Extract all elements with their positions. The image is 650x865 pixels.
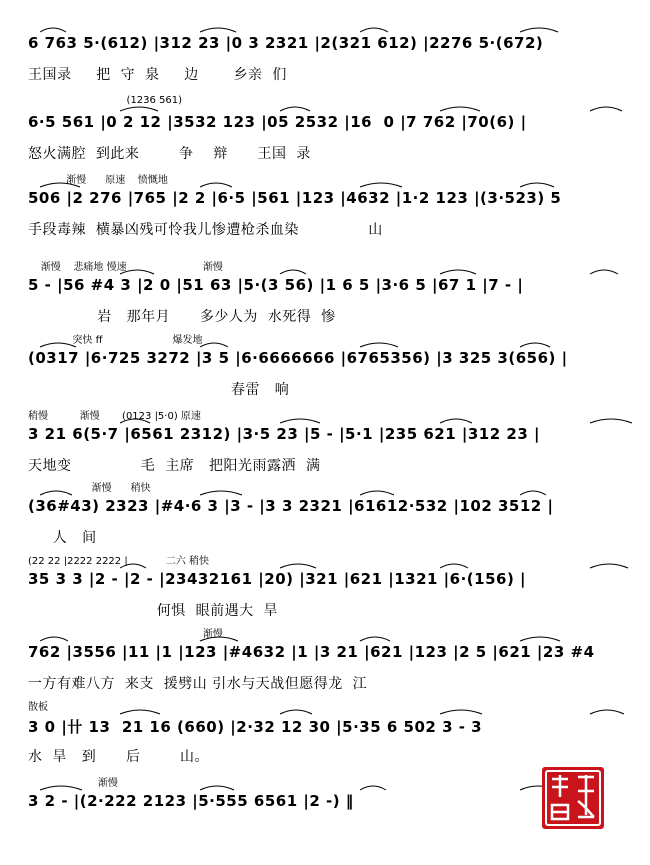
annotation-line: 渐慢 <box>28 778 118 788</box>
lyrics-line: 一方有难八方 来支 援劈山 引水与天战但愿得龙 江 <box>28 676 368 692</box>
lyrics-line: 手段毒辣 横暴凶残可怜我儿惨遭枪杀血染 山 <box>28 222 383 238</box>
lyrics-line: 岩 那年月 多少人为 水死得 惨 <box>28 309 336 325</box>
lyrics-line: 天地变 毛 主席 把阳光雨露洒 满 <box>28 458 321 474</box>
annotation-line: 渐慢 <box>28 629 223 639</box>
notation-line: 6 763 5·(612) |312 23 |0 3 2321 |2(321 612) |2276 5·(672) <box>28 34 544 52</box>
notation-line: 6·5 561 |0 2 12 |3532 123 |05 2532 |16 0 |7 762 |70(6) | <box>28 113 527 131</box>
notation-line: 762 |3556 |11 |1 |123 |#4632 |1 |3 21 |621 |123 |2 5 |621 |23 #4 <box>28 643 595 661</box>
lyrics-line: 水 旱 到 后 山。 <box>28 749 210 765</box>
seal-stamp <box>540 765 606 831</box>
score-system-9 <box>0 629 650 703</box>
score-system-6 <box>0 411 650 485</box>
annotation-line <box>28 16 644 30</box>
score-system-4 <box>0 262 650 336</box>
annotation-line: 渐慢 稍快 <box>28 483 151 493</box>
score-system-2 <box>0 95 650 173</box>
notation-line: (36#43) 2323 |#4·6 3 |3 - |3 3 2321 |61612·532 |102 3512 | <box>28 497 554 515</box>
annotation-line: 渐慢 原速 愤慨地 <box>28 175 168 185</box>
notation-line: 3 21 6(5·7 |6561 2312) |3·5 23 |5 - |5·1 |235 621 |312 23 | <box>28 425 540 443</box>
score-system-3 <box>0 175 650 249</box>
notation-line: 5 - |56 #4 3 |2 0 |51 63 |5·(3 56) |1 6 5 |3·6 5 |67 1 |7 - | <box>28 276 524 294</box>
lyrics-line: 何惧 眼前遇大 旱 <box>28 603 279 619</box>
lyrics-line: 怒火满腔 到此来 争 辩 王国 录 <box>28 146 311 162</box>
score-system-8 <box>0 556 650 630</box>
lyrics-line: 王国录 把 守 泉 边 乡亲 们 <box>28 67 287 83</box>
score-system-7 <box>0 483 650 557</box>
notation-line: 3 2 - |(2·222 2123 |5·555 6561 |2 -) ‖ <box>28 792 354 810</box>
lyrics-line: 春雷 响 <box>28 382 290 398</box>
notation-line: (0317 |6·725 3272 |3 5 |6·6666666 |6765356) |3 325 3(656) | <box>28 349 568 367</box>
annotation-line: 突快 ff 爆发地 <box>28 335 203 345</box>
notation-line: 506 |2 276 |765 |2 2 |6·5 |561 |123 |4632 |1·2 123 |(3·523) 5 <box>28 189 562 207</box>
annotation-line: 稍慢 渐慢 (0123 |5·0) 原速 <box>28 411 201 421</box>
score-system-5 <box>0 335 650 409</box>
annotation-line: 渐慢 悲痛地 慢速 渐慢 <box>28 262 223 272</box>
annotation-line: (22 22 |2222 2222 | 二六 稍快 <box>28 556 210 566</box>
annotation-line: 散板 <box>28 702 48 712</box>
annotation-line: (1236 561) <box>28 95 183 106</box>
notation-line: 35 3 3 |2 - |2 - |23432161 |20) |321 |621 |1321 |6·(156) | <box>28 570 527 588</box>
score-system-1 <box>0 34 650 94</box>
notation-line: 3 0 |卄 13 21 16 (660) |2·32 12 30 |5·35 6 502 3 - 3 <box>28 718 483 736</box>
lyrics-line: 人 间 <box>28 530 97 546</box>
